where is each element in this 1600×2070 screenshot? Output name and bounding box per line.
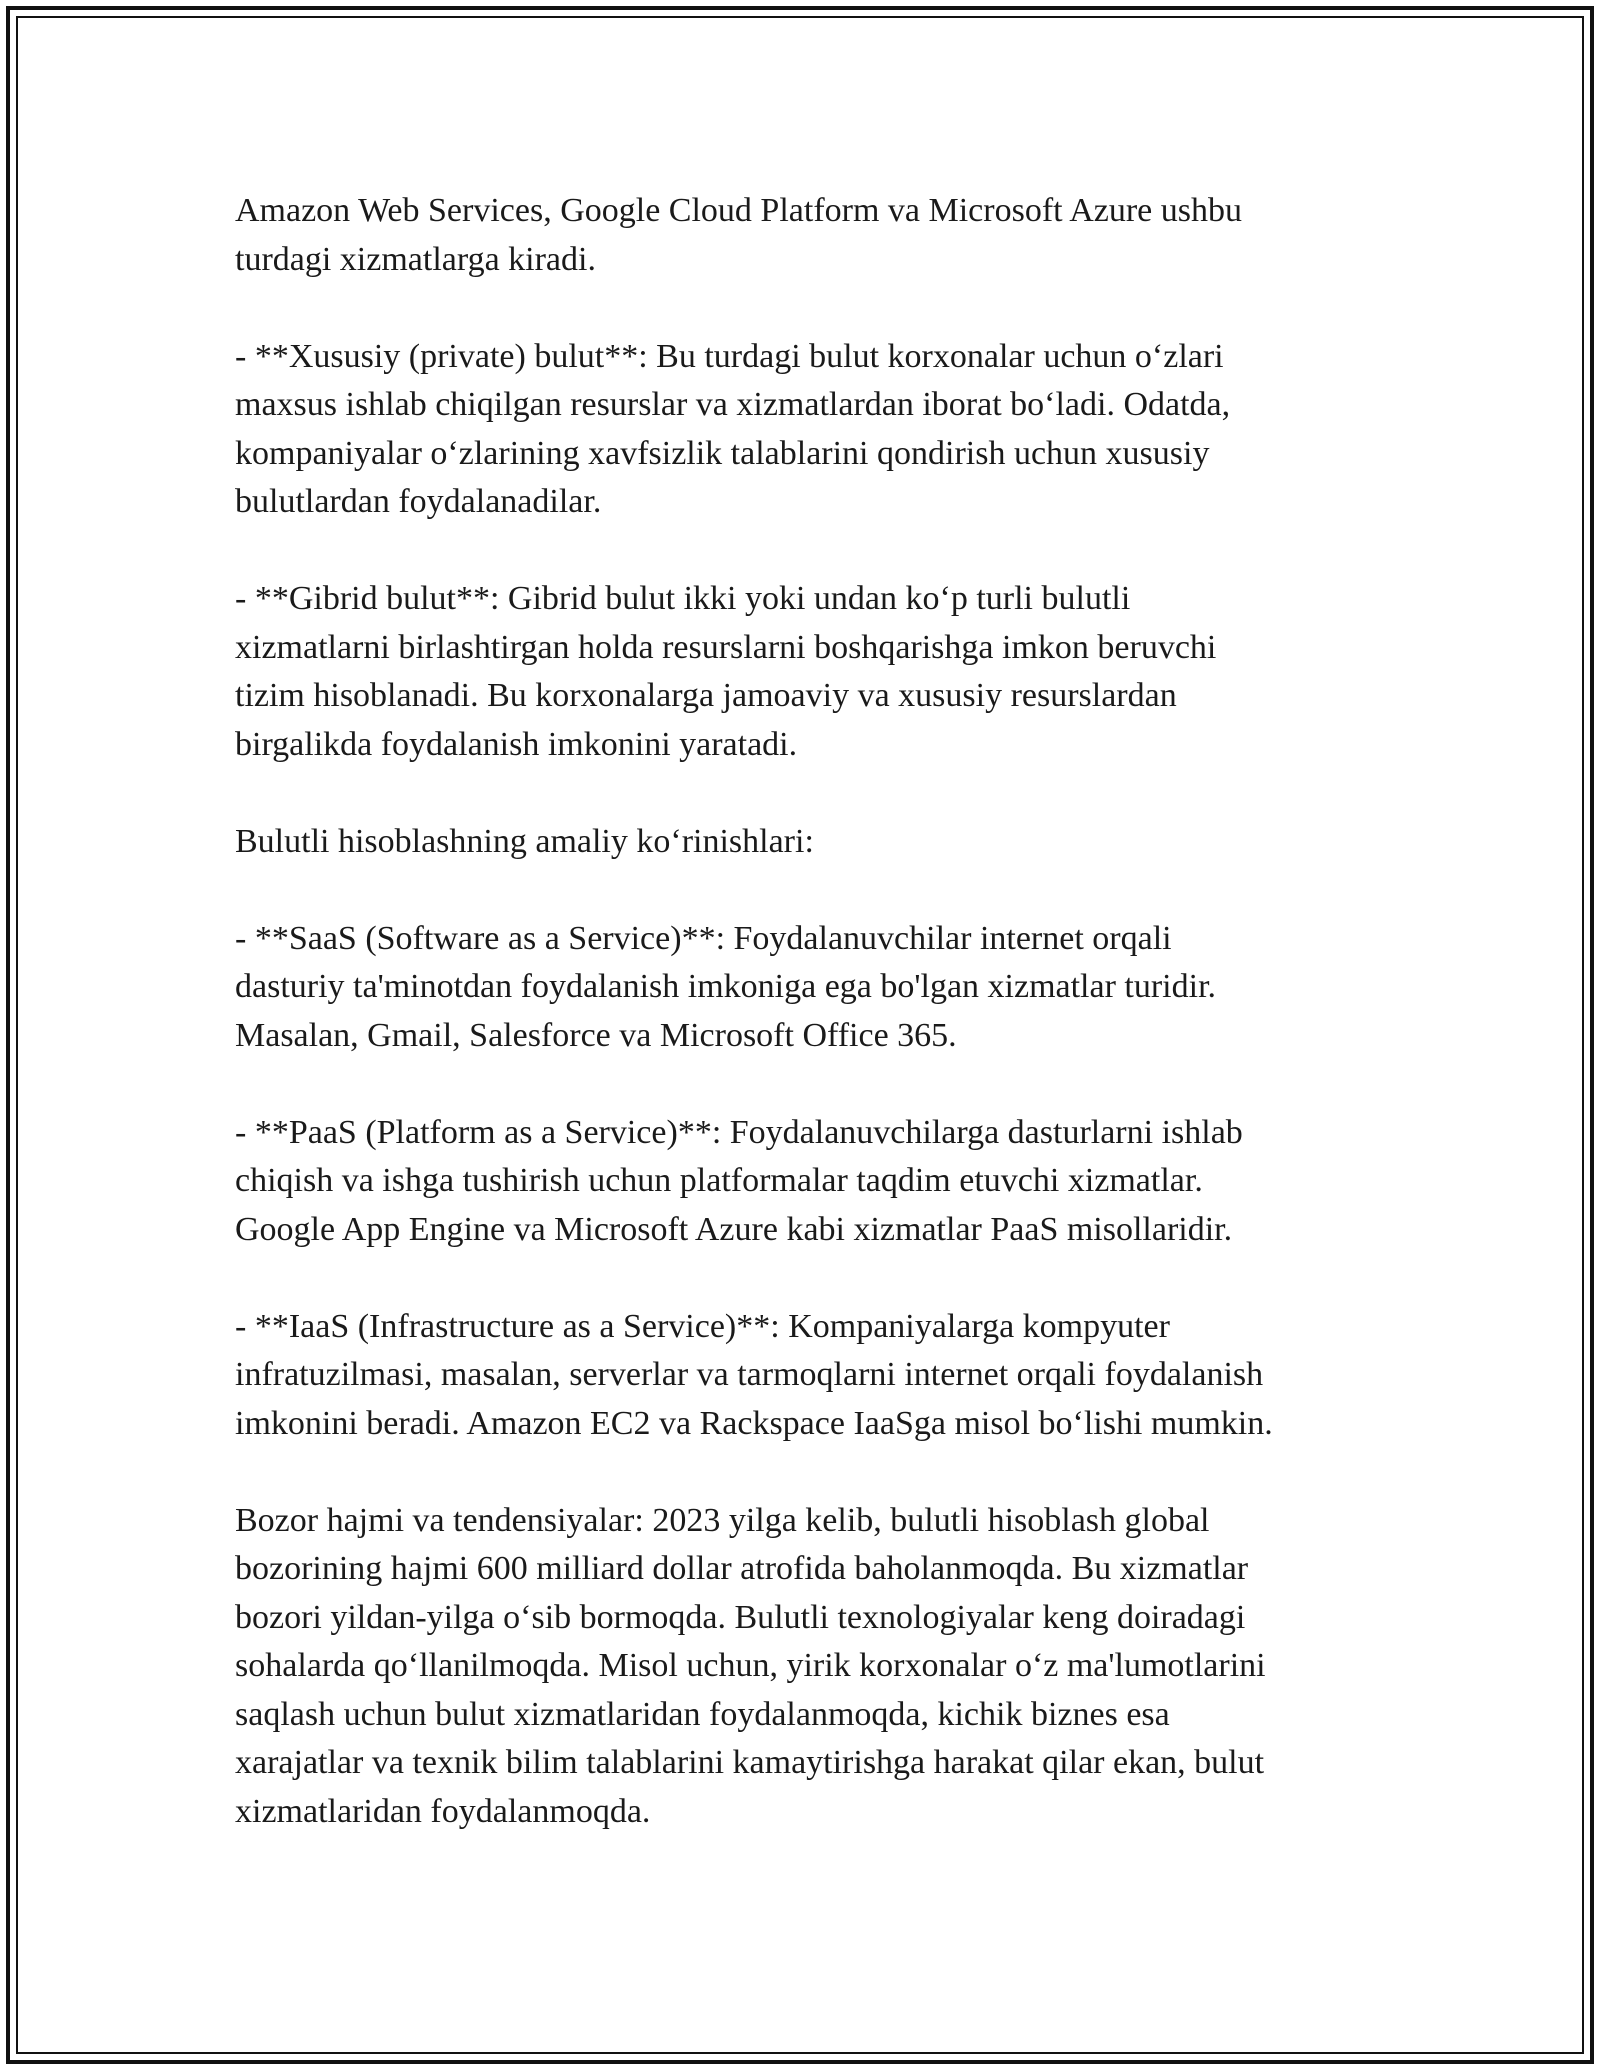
paragraph-private-cloud: - **Xususiy (private) bulut**: Bu turdagi bulut korxonalar uchun o‘zlari maxsus ishlab chiqilgan resurslar va xizmatlardan iborat bo‘ladi. Odatda, kompaniyalar o‘zlarining xavfsizlik talablarini qondirish uchun xususiy bulutlardan foydalanadilar.: [235, 337, 1231, 520]
section-heading-practical-forms: Bulutli hisoblashning amaliy ko‘rinishlari:: [235, 822, 814, 860]
paragraph-market-size: Bozor hajmi va tendensiyalar: 2023 yilga kelib, bulutli hisoblash global bozorining hajmi 600 milliard dollar atrofida baholanmoqda. Bu xizmatlar bozori yildan-yilga o‘sib bormoqda. Bulutli texnologiyalar keng doiradagi sohalarda qo‘llanilmoqda. Misol uchun, yirik korxonalar o‘z ma'lumotlarini saqlash uchun bulut xizmatlaridan foydalanmoqda, kichik biznes esa xarajatlar va texnik bilim talablarini kamaytirishga harakat qilar ekan, bulut xizmatlaridan foydalanmoqda.: [235, 1501, 1266, 1830]
paragraph-iaas: - **IaaS (Infrastructure as a Service)**: Kompaniyalarga kompyuter infratuzilmasi, masalan, serverlar va tarmoqlarni internet orqali foydalanish imkonini beradi. Amazon EC2 va Rackspace IaaSga misol bo‘lishi mumkin.: [235, 1307, 1273, 1442]
document-body: [235, 187, 1375, 1836]
paragraph-hybrid-cloud: - **Gibrid bulut**: Gibrid bulut ikki yoki undan ko‘p turli bulutli xizmatlarni birlashtirgan holda resurslarni boshqarishga imkon beruvchi tizim hisoblanadi. Bu korxonalarga jamoaviy va xususiy resurslardan birgalikda foydalanish imkonini yaratadi.: [235, 580, 1217, 763]
paragraph-paas: - **PaaS (Platform as a Service)**: Foydalanuvchilarga dasturlarni ishlab chiqish va ishga tushirish uchun platformalar taqdim etuvchi xizmatlar. Google App Engine va Microsoft Azure kabi xizmatlar PaaS misollaridir.: [235, 1113, 1243, 1248]
paragraph-saas: - **SaaS (Software as a Service)**: Foydalanuvchilar internet orqali dasturiy ta'minotdan foydalanish imkoniga ega bo'lgan xizmatlar turidir. Masalan, Gmail, Salesforce va Microsoft Office 365.: [235, 919, 1217, 1054]
paragraph-cloud-providers: Amazon Web Services, Google Cloud Platform va Microsoft Azure ushbu turdagi xizmatlarga kiradi.: [235, 192, 1243, 278]
